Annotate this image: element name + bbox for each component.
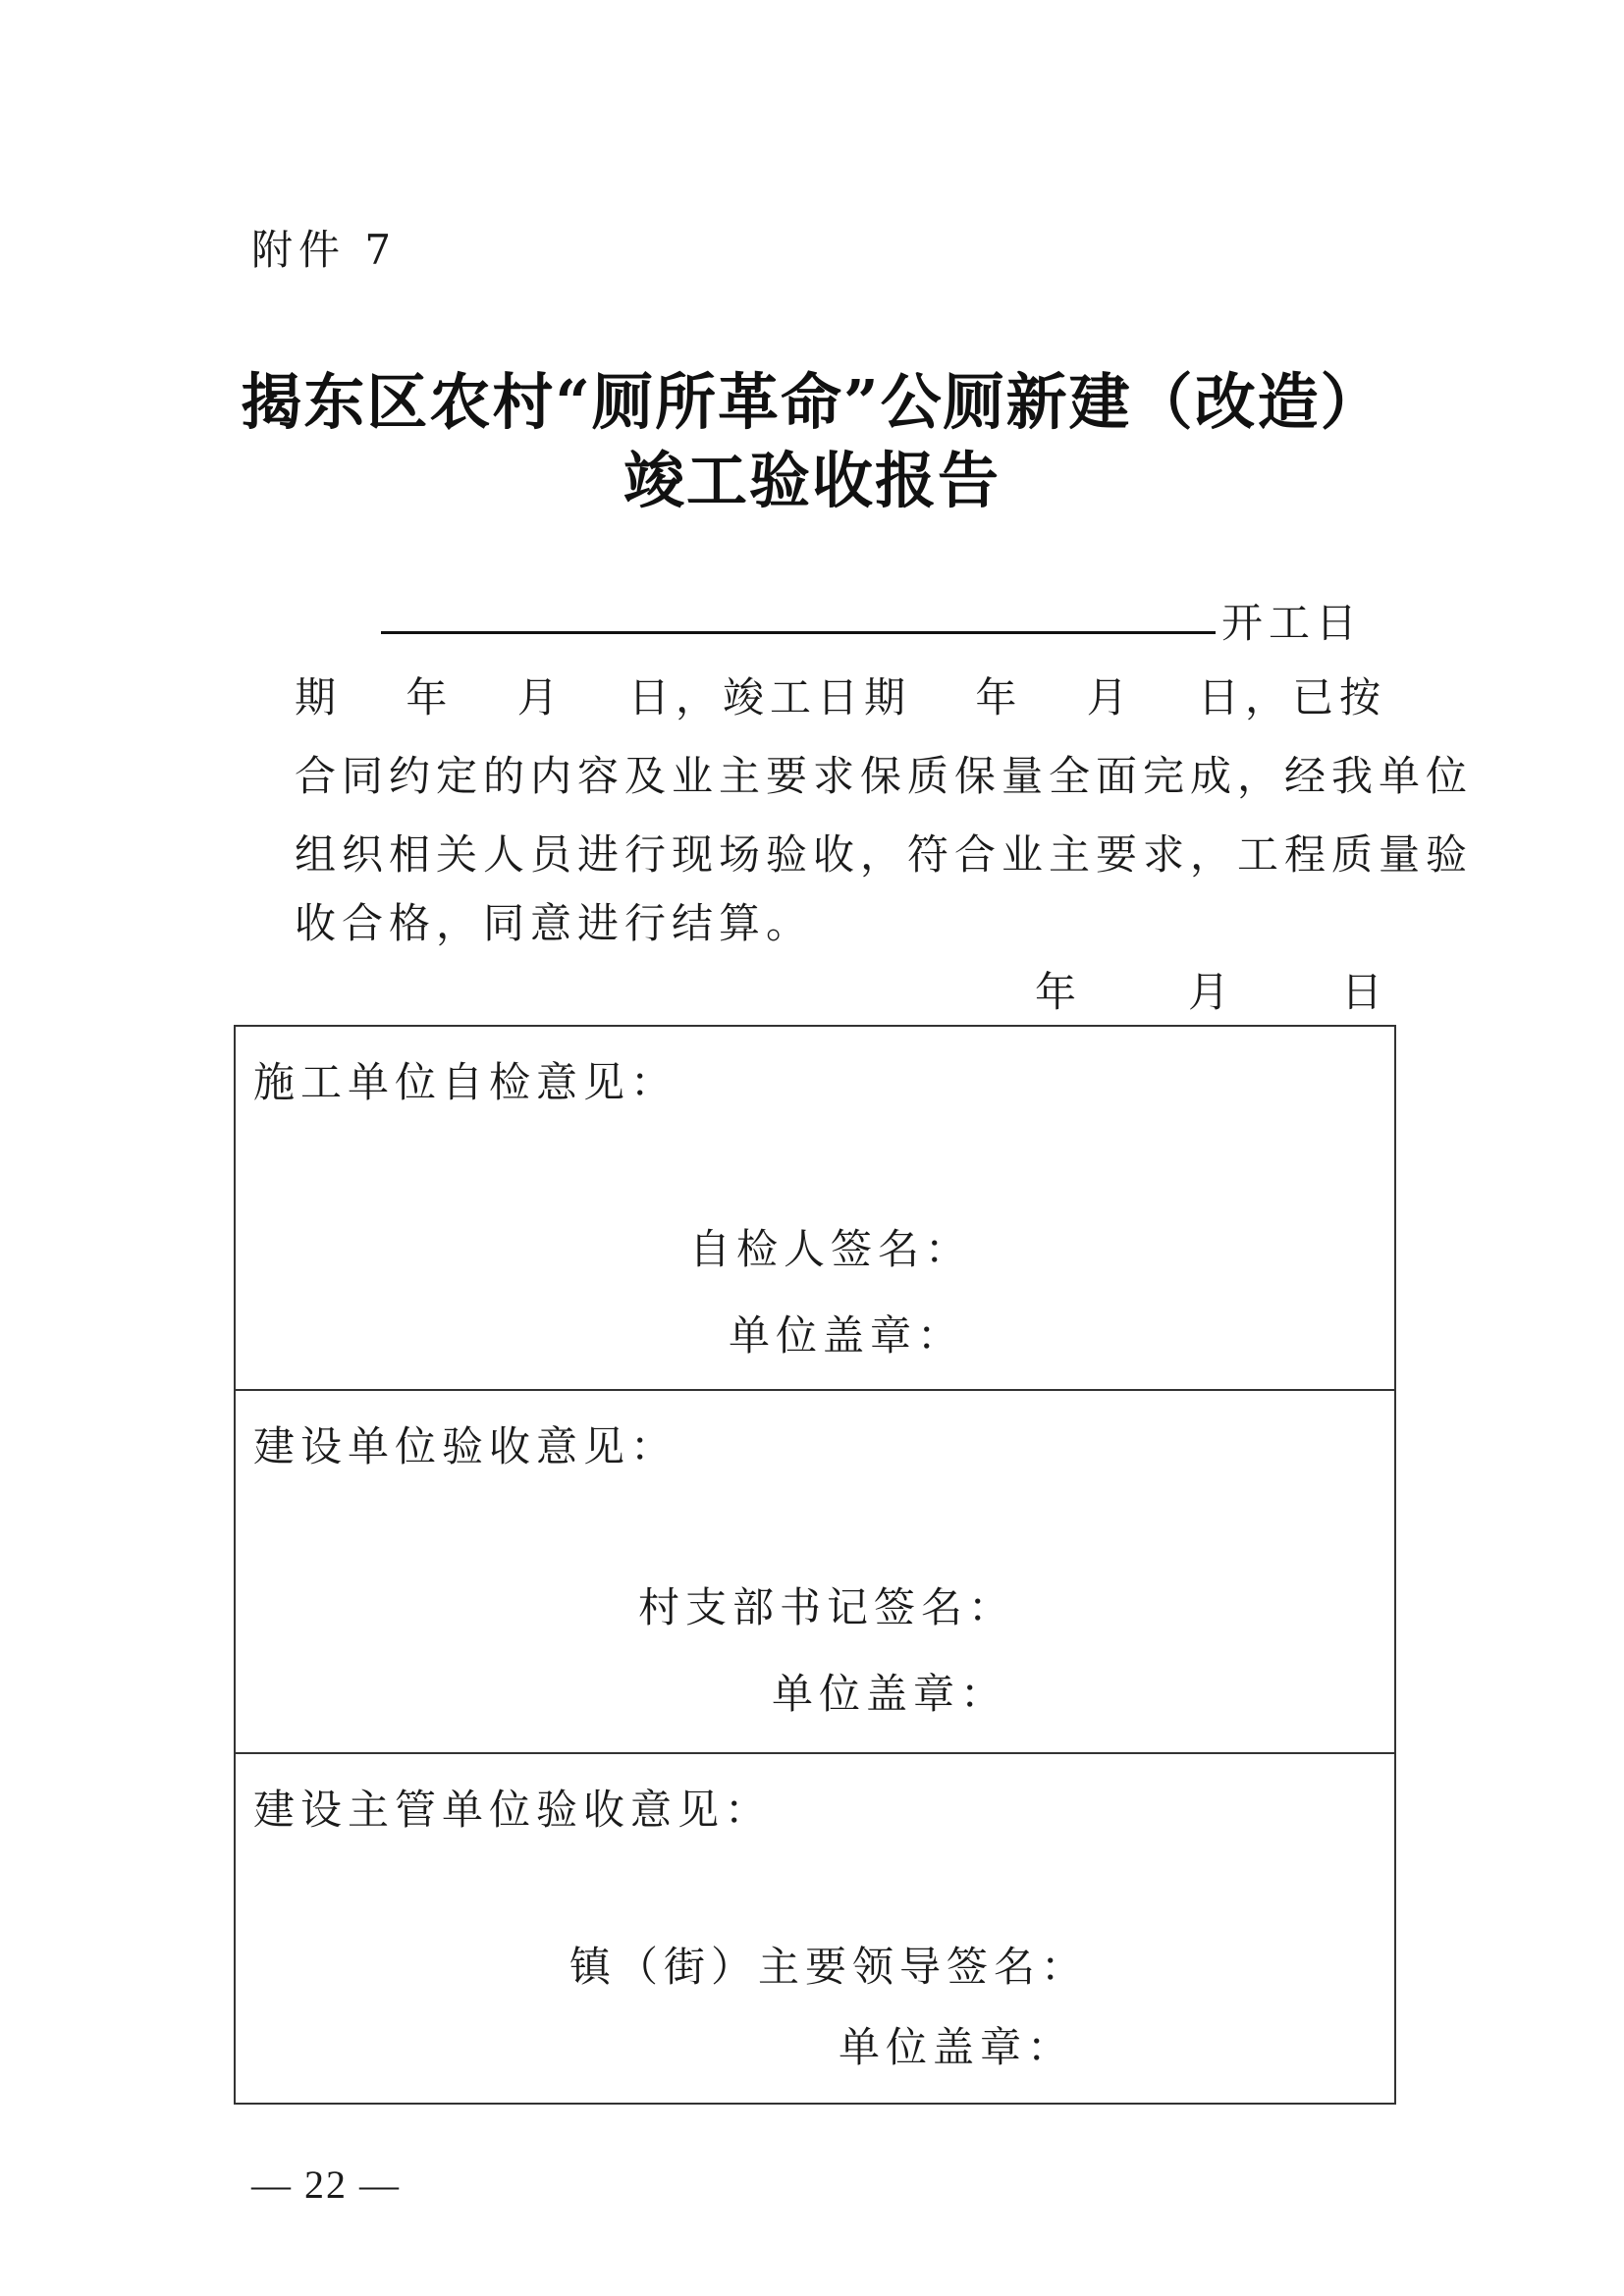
dates-part: 日，已按 (1197, 673, 1386, 721)
contractor-section (236, 1027, 1394, 1391)
builder-seal-label: 单位盖章： (772, 1670, 1008, 1718)
builder-section (236, 1391, 1394, 1754)
builder-signature-label: 村支部书记签名： (638, 1583, 1016, 1631)
body-paragraph-line: 收合格，同意进行结算。 (295, 899, 814, 947)
authority-signature-label: 镇（街）主要领导签名： (569, 1943, 1089, 1991)
authority-seal-label: 单位盖章： (839, 2023, 1075, 2071)
body-paragraph-line: 合同约定的内容及业主要求保质保量全面完成，经我单位 (295, 752, 1474, 800)
date-day: 日 (1340, 968, 1388, 1016)
dates-part: 期 (295, 673, 343, 721)
dates-part: 日，竣工日期 (627, 673, 911, 721)
page-title-line2: 竣工验收报告 (623, 445, 1001, 516)
contractor-seal-label: 单位盖章： (729, 1311, 965, 1360)
page-number: — 22 — (251, 2163, 401, 2207)
report-date (1035, 960, 1388, 1019)
body-paragraph-line: 组织相关人员进行现场验收，符合业主要求，工程质量验 (295, 830, 1474, 879)
dates-part: 年 (975, 673, 1023, 721)
dates-part: 月 (516, 673, 565, 721)
project-name-blank (381, 631, 1216, 634)
contractor-signature-label: 自检人签名： (689, 1225, 973, 1273)
dates-line (295, 666, 1386, 724)
acceptance-table (234, 1025, 1396, 2105)
authority-section (236, 1754, 1394, 2103)
start-date-label: 开工日 (1221, 599, 1364, 647)
authority-section-title: 建设主管单位验收意见： (253, 1786, 773, 1834)
attachment-label: 附件 7 (251, 226, 398, 274)
date-year: 年 (1035, 968, 1083, 1016)
builder-section-title: 建设单位验收意见： (253, 1422, 678, 1470)
page-title-line1: 揭东区农村“厕所革命”公厕新建（改造） (241, 366, 1383, 438)
contractor-section-title: 施工单位自检意见： (253, 1058, 678, 1106)
dates-part: 年 (406, 673, 454, 721)
dates-part: 月 (1086, 673, 1134, 721)
date-month: 月 (1187, 968, 1235, 1016)
